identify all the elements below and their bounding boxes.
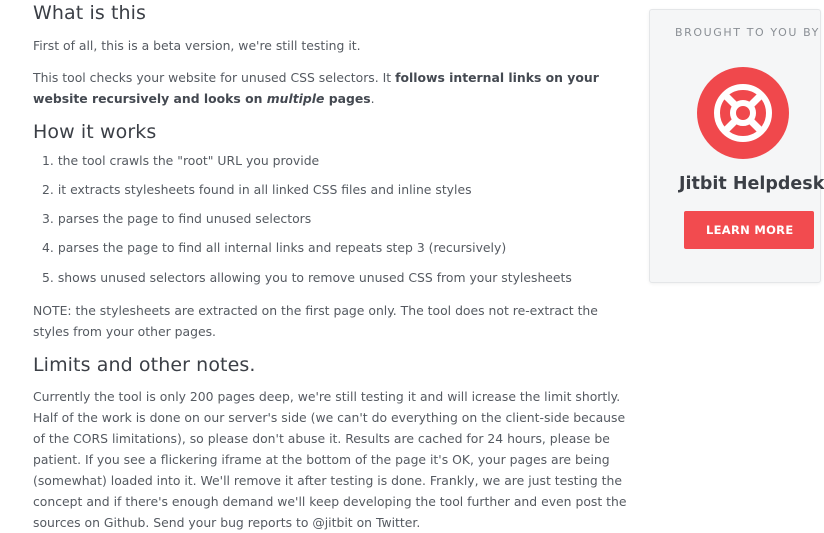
- what-intro: First of all, this is a beta version, we're still testing it.: [33, 38, 361, 53]
- how-step: [42, 267, 572, 288]
- sponsor-panel: [649, 9, 824, 283]
- how-step: [42, 179, 472, 200]
- lifebuoy-icon: [697, 67, 789, 159]
- step-text: parses the page to find all internal links and repeats step 3 (recursively): [57, 240, 507, 255]
- what-description: [33, 67, 613, 109]
- learn-more-button[interactable]: LEARN MORE: [684, 211, 814, 249]
- step-text: parses the page to find unused selectors: [57, 211, 312, 226]
- what-description-bold: follows internal links on your website recursively and looks on: [33, 70, 599, 106]
- what-description-text: This tool checks your website for unused CSS selectors. It: [33, 70, 396, 85]
- step-text: it extracts stylesheets found in all linked CSS files and inline styles: [57, 182, 472, 197]
- step-number: 5.: [42, 270, 54, 285]
- brand-name: Jitbit Helpdesk: [679, 174, 824, 194]
- how-note: NOTE: the stylesheets are extracted on the first page only. The tool does not re-extract the styles from your other pages.: [33, 303, 598, 339]
- brought-by-label: BROUGHT TO YOU BY: [675, 26, 820, 39]
- how-heading: How it works: [33, 121, 157, 143]
- step-text: shows unused selectors allowing you to remove unused CSS from your stylesheets: [57, 270, 572, 285]
- what-description-period: .: [370, 91, 375, 106]
- step-number: 2.: [42, 182, 54, 197]
- what-heading: What is this: [33, 2, 147, 24]
- how-step: [42, 150, 319, 171]
- limits-heading: Limits and other notes.: [33, 354, 256, 376]
- how-step: [42, 208, 311, 229]
- what-description-em: multiple: [266, 91, 325, 106]
- step-number: 3.: [42, 211, 54, 226]
- step-text: the tool crawls the "root" URL you provide: [57, 153, 320, 168]
- how-step: [42, 237, 506, 258]
- what-description-bold-end: pages: [324, 91, 371, 106]
- limits-body: Currently the tool is only 200 pages deep, we're still testing it and will icrease the limit shortly. Half of the work is done on our server's side (we can't do everything on the client-side because of the CORS limitations), so please don't abuse it. Results are cached for 24 hours, please be patient. If you see a flickering iframe at the bottom of the page it's OK, your pages are being (somewhat) loaded into it. We'll remove it after testing is done. Frankly, we are just testing the concept and if there's enough demand we'll keep developing the tool further and even post the sources on Github. Send your bug reports to @jitbit on Twitter.: [33, 389, 627, 530]
- step-number: 4.: [42, 240, 54, 255]
- step-number: 1.: [42, 153, 54, 168]
